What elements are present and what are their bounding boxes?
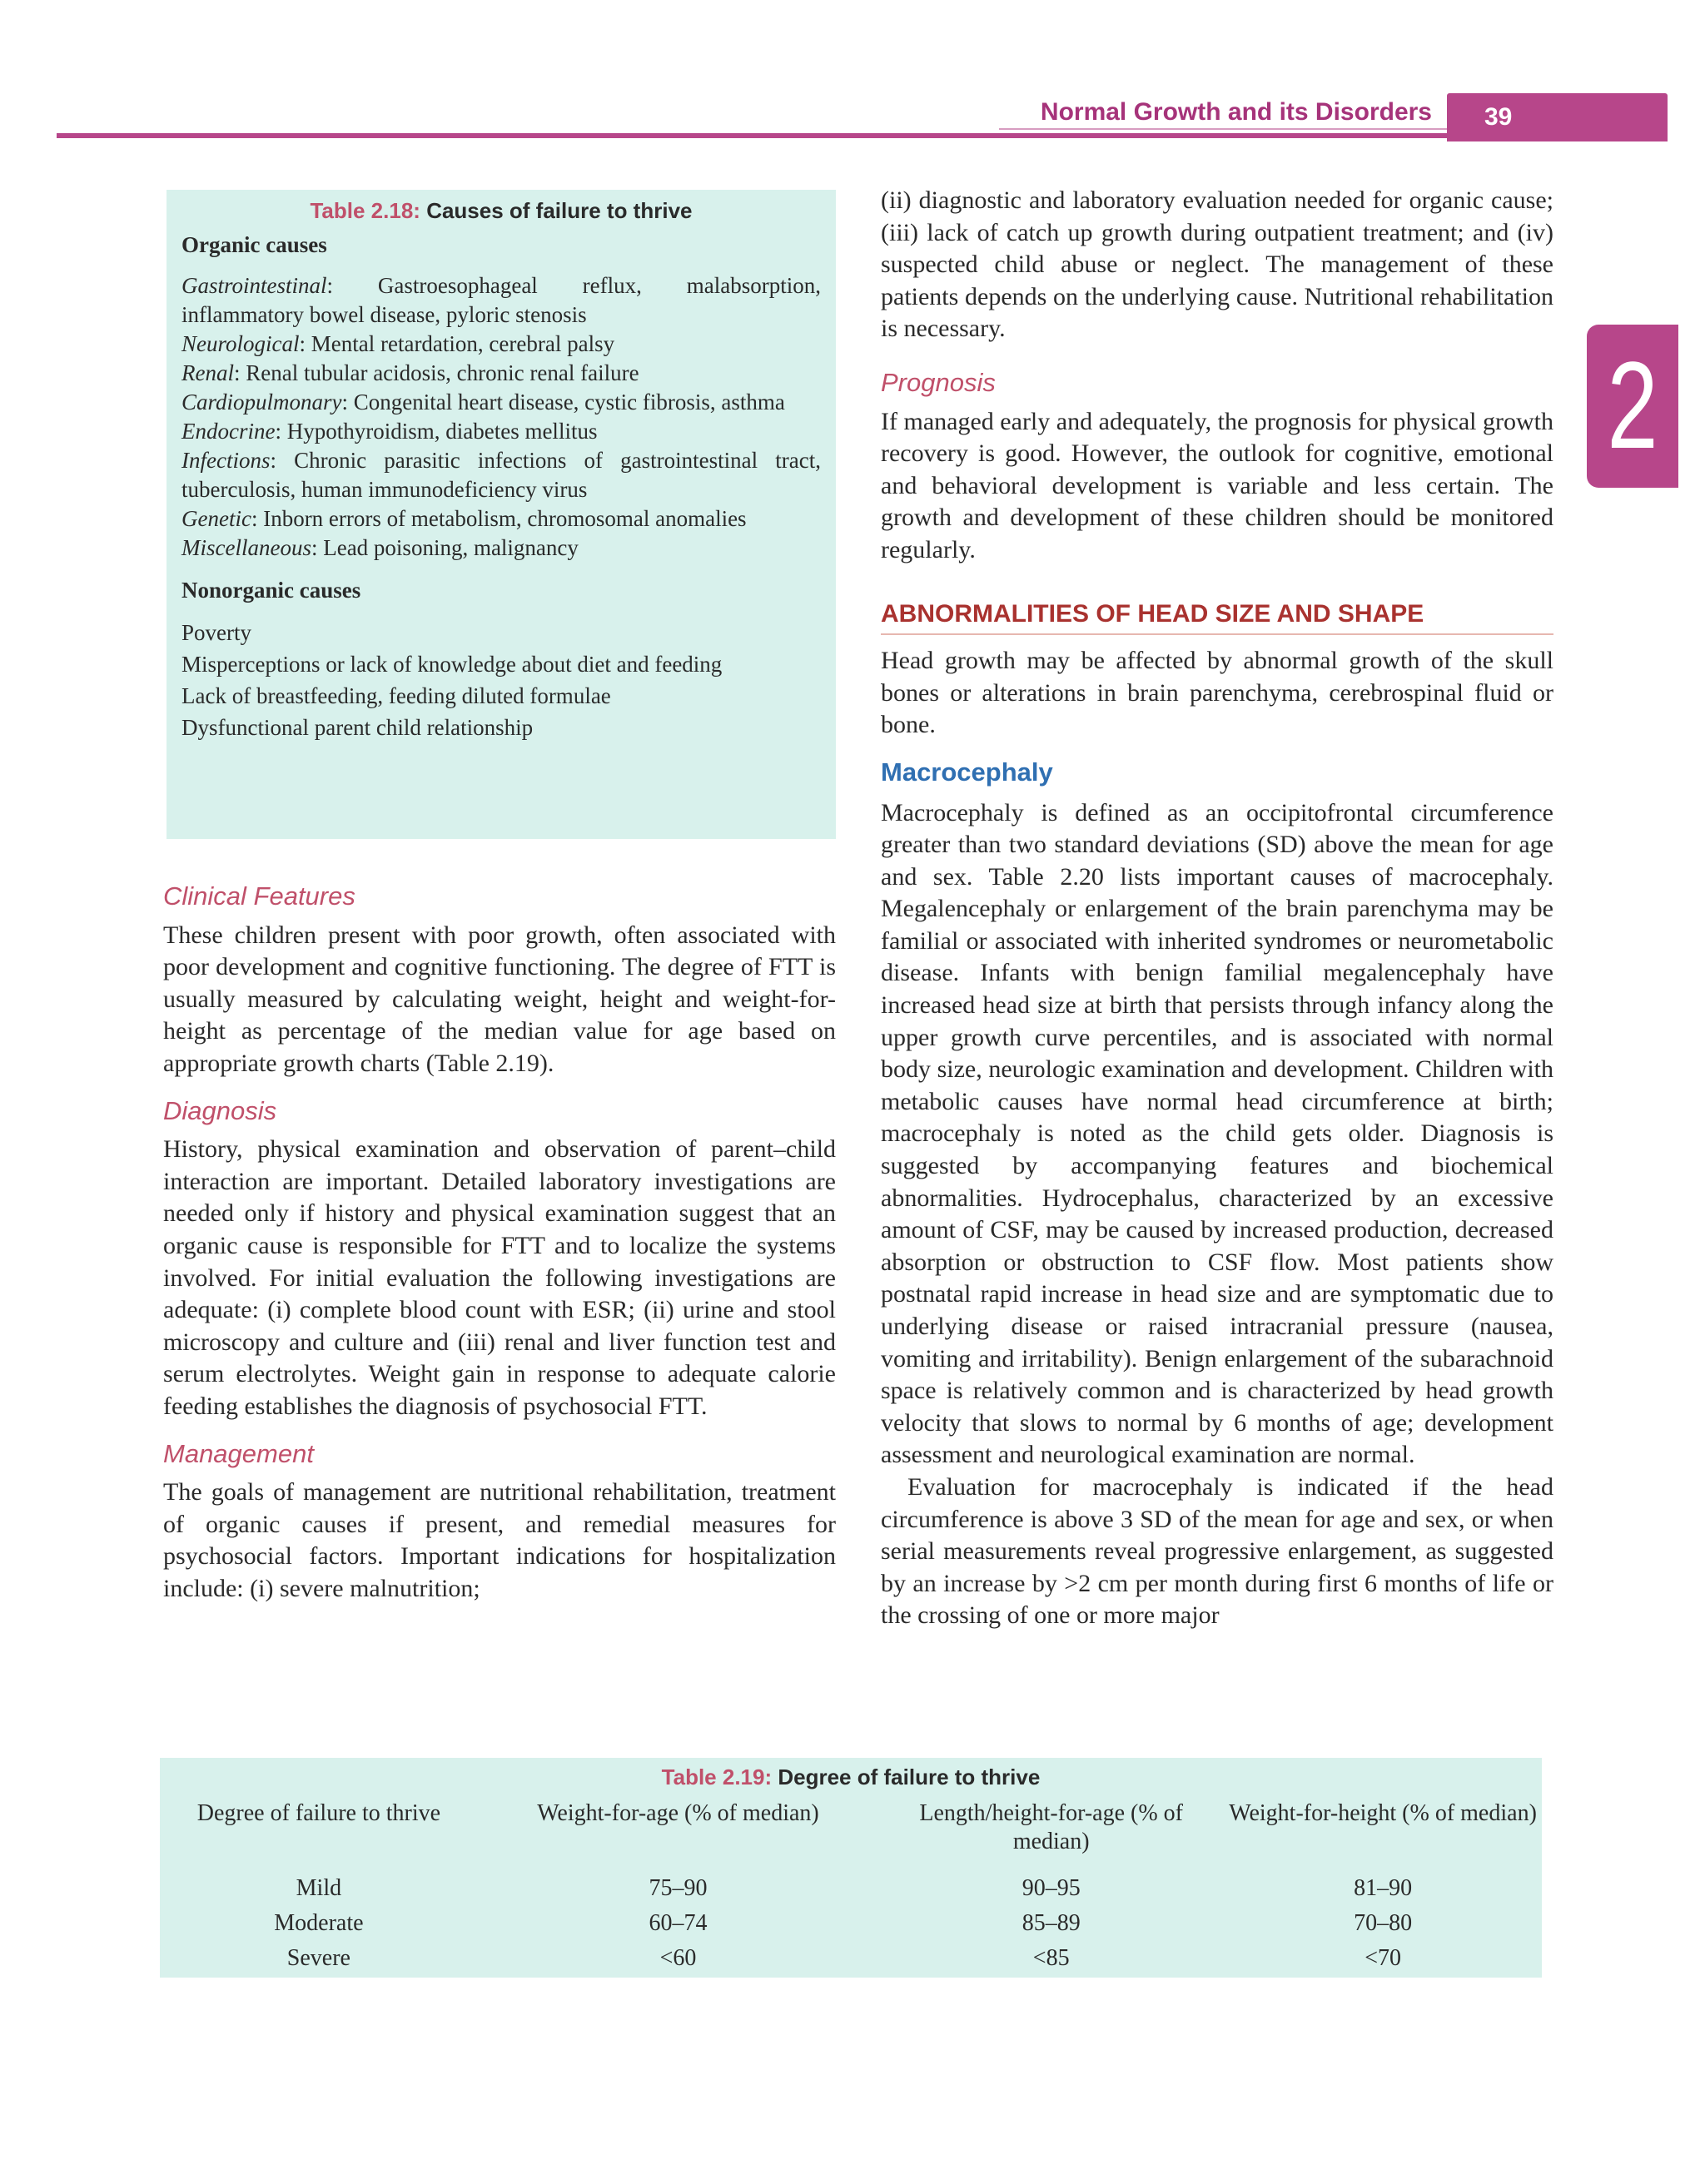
macrocephaly-evaluation-text: Evaluation for macrocephaly is indicated if the head circumference is above 3 SD of the mean for age and sex, or when serial measurements reveal progressive enlargement, as suggested by an increase by >2 cm per month during first 6 months of life or the crossing of one or more major	[881, 1472, 1553, 1630]
clinical-features-text: These children present with poor growth, often associated with poor development and cognitive functioning. The degree of FTT is usually measured by calculating weight, height and weight-for-height as percentage of the median value for age based on appropriate growth charts (Table 2.19).	[163, 921, 836, 1077]
table-cell: <85	[1032, 1945, 1070, 1971]
organic-cause-item	[181, 534, 821, 563]
nonorganic-cause-item: Poverty	[181, 620, 251, 645]
column-header: Weight-for-height (% of median)	[1229, 1800, 1537, 1826]
table-cell: 81–90	[1354, 1875, 1413, 1901]
nonorganic-causes-list	[181, 617, 821, 743]
organic-cause-item	[181, 271, 821, 330]
table-row	[160, 1871, 1542, 1906]
organic-cause-item	[181, 417, 821, 446]
management-text: The goals of management are nutritional rehabilitation, treatment of organic causes if present, and remedial measures for psychosocial factors. Important indications for hospitalization include: (i) severe malnutrition;	[163, 1478, 836, 1602]
nonorganic-causes-heading: Nonorganic causes	[181, 578, 361, 603]
organic-cause-category: Gastrointestinal	[181, 273, 327, 298]
clinical-features-heading: Clinical Features	[163, 881, 355, 911]
organic-causes-list	[181, 271, 821, 563]
table-cell: 85–89	[1022, 1910, 1081, 1936]
column-header: Degree of failure to thrive	[196, 1800, 441, 1826]
organic-cause-category: Miscellaneous	[181, 535, 311, 560]
organic-cause-item	[181, 504, 821, 534]
organic-cause-item	[181, 359, 821, 388]
prognosis-heading: Prognosis	[881, 367, 996, 397]
organic-cause-text: : Congenital heart disease, cystic fibrosis, asthma	[341, 390, 785, 414]
column-header: Weight-for-age (% of median)	[537, 1800, 819, 1826]
diagnosis-text: History, physical examination and observation of parent–child interaction are important. Detailed laboratory investigations are needed only if history and physical examination suggest that an organic cause is responsible for FTT and to localize the systems involved. For initial evaluation the following investigations are adequate: (i) complete blood count with ESR; (ii) urine and stool microscopy and culture and (iii) renal and liver function test and serum electrolytes. Weight gain in response to adequate calorie feeding establishes the diagnosis of psychosocial FTT.	[163, 1135, 836, 1420]
table-cell: Moderate	[274, 1910, 364, 1936]
table-2-18	[167, 190, 836, 839]
header-rule-light	[999, 128, 1449, 130]
nonorganic-cause-item: Dysfunctional parent child relationship	[181, 715, 534, 740]
table-cell: 75–90	[649, 1875, 708, 1901]
nonorganic-cause-item: Misperceptions or lack of knowledge about diet and feeding	[181, 652, 723, 677]
organic-cause-item	[181, 388, 821, 417]
table-cell: <70	[1364, 1945, 1401, 1971]
table-2-19	[160, 1758, 1542, 1978]
diagnosis-heading: Diagnosis	[163, 1095, 277, 1125]
table-body	[160, 1871, 1542, 1976]
macrocephaly-heading: Macrocephaly	[881, 757, 1053, 787]
organic-cause-category: Cardiopulmonary	[181, 390, 342, 414]
organic-cause-text: : Renal tubular acidosis, chronic renal failure	[233, 360, 639, 385]
table-row	[160, 1906, 1542, 1941]
table-cell: Severe	[286, 1945, 350, 1971]
right-column	[881, 185, 1553, 1632]
organic-cause-category: Neurological	[181, 331, 300, 356]
nonorganic-cause-item: Lack of breastfeeding, feeding diluted formulae	[181, 683, 611, 708]
management-heading: Management	[163, 1438, 314, 1468]
organic-cause-text: : Gastroesophageal reflux, malabsorption, inflammatory bowel disease, pyloric stenosis	[181, 273, 821, 327]
table-cell: 70–80	[1354, 1910, 1413, 1936]
table-cell: Mild	[296, 1875, 342, 1901]
head-size-section-heading: ABNORMALITIES OF HEAD SIZE AND SHAPE	[881, 598, 1553, 636]
organic-cause-category: Renal	[181, 360, 234, 385]
organic-cause-item	[181, 446, 821, 504]
table-2-18-title: Causes of failure to thrive	[426, 198, 693, 223]
table-cell: 90–95	[1022, 1875, 1081, 1901]
macrocephaly-text: Macrocephaly is defined as an occipitofrontal circumference greater than two standard deviations (SD) above the mean for age and sex. Table 2.20 lists important causes of macrocephaly. Megalencephaly or enlargement of the brain parenchyma may be familial or associated with inherited syndromes or neurometabolic disease. Infants with benign familial megalencephaly have increased head size at birth that persists through infancy along the upper growth curve percentiles, and is associated with normal body size, neurologic examination and development. Children with metabolic causes have normal head circumference at birth; macrocephaly is noted as the child gets older. Diagnosis is suggested by accompanying features and biochemical abnormalities. Hydrocephalus, characterized by an excessive amount of CSF, may be caused by increased production, decreased absorption or obstruction to CSF flow. Most patients show postnatal rapid increase in head size and are symptomatic due to underlying disease or raised intracranial pressure (nausea, vomiting and irritability). Benign enlargement of the subarachnoid space is relatively common and is characterized by head growth velocity that slows to normal by 6 months of age; development assessment and neurological examination are normal.	[881, 798, 1553, 1469]
organic-causes-heading: Organic causes	[181, 232, 327, 257]
table-2-18-number: Table 2.18:	[310, 198, 420, 223]
organic-cause-category: Genetic	[181, 506, 251, 531]
table-header-row	[160, 1799, 1542, 1871]
head-size-section-text: Head growth may be affected by abnormal growth of the skull bones or alterations in brain parenchyma, cerebrospinal fluid or bone.	[881, 647, 1553, 739]
table-2-19-title: Degree of failure to thrive	[778, 1765, 1041, 1789]
table-cell: 60–74	[649, 1910, 708, 1936]
organic-cause-text: : Chronic parasitic infections of gastrointestinal tract, tuberculosis, human immunodeficiency virus	[181, 448, 821, 502]
chapter-number: 2	[1607, 336, 1658, 475]
organic-cause-text: : Mental retardation, cerebral palsy	[299, 331, 615, 356]
table-2-18-caption	[181, 198, 821, 224]
prognosis-text: If managed early and adequately, the prognosis for physical growth recovery is good. However, the outlook for cognitive, emotional and behavioral development is variable and less certain. The growth and development of these children should be monitored regularly.	[881, 407, 1553, 563]
chapter-tab	[1587, 325, 1678, 488]
header-rule	[57, 133, 1668, 138]
table-2-19-number: Table 2.19:	[661, 1765, 773, 1789]
left-column	[163, 871, 836, 1605]
organic-cause-category: Infections	[181, 448, 271, 473]
organic-cause-text: : Inborn errors of metabolism, chromosomal anomalies	[251, 506, 747, 531]
table-row	[160, 1941, 1542, 1976]
running-title: Normal Growth and its Disorders	[1040, 98, 1432, 126]
organic-cause-category: Endocrine	[181, 419, 276, 444]
table-cell: <60	[659, 1945, 697, 1971]
management-continued-text: (ii) diagnostic and laboratory evaluation needed for organic cause; (iii) lack of catch up growth during outpatient treatment; and (iv) suspected child abuse or neglect. The management of these patients depends on the underlying cause. Nutritional rehabilitation is necessary.	[881, 186, 1553, 343]
organic-cause-text: : Lead poisoning, malignancy	[311, 535, 579, 560]
organic-cause-item	[181, 330, 821, 359]
ftt-degree-table	[160, 1799, 1542, 1976]
table-2-19-caption	[160, 1765, 1542, 1790]
organic-cause-text: : Hypothyroidism, diabetes mellitus	[275, 419, 598, 444]
page-number: 39	[1447, 93, 1668, 141]
column-header: Length/height-for-age (% of median)	[919, 1800, 1183, 1854]
